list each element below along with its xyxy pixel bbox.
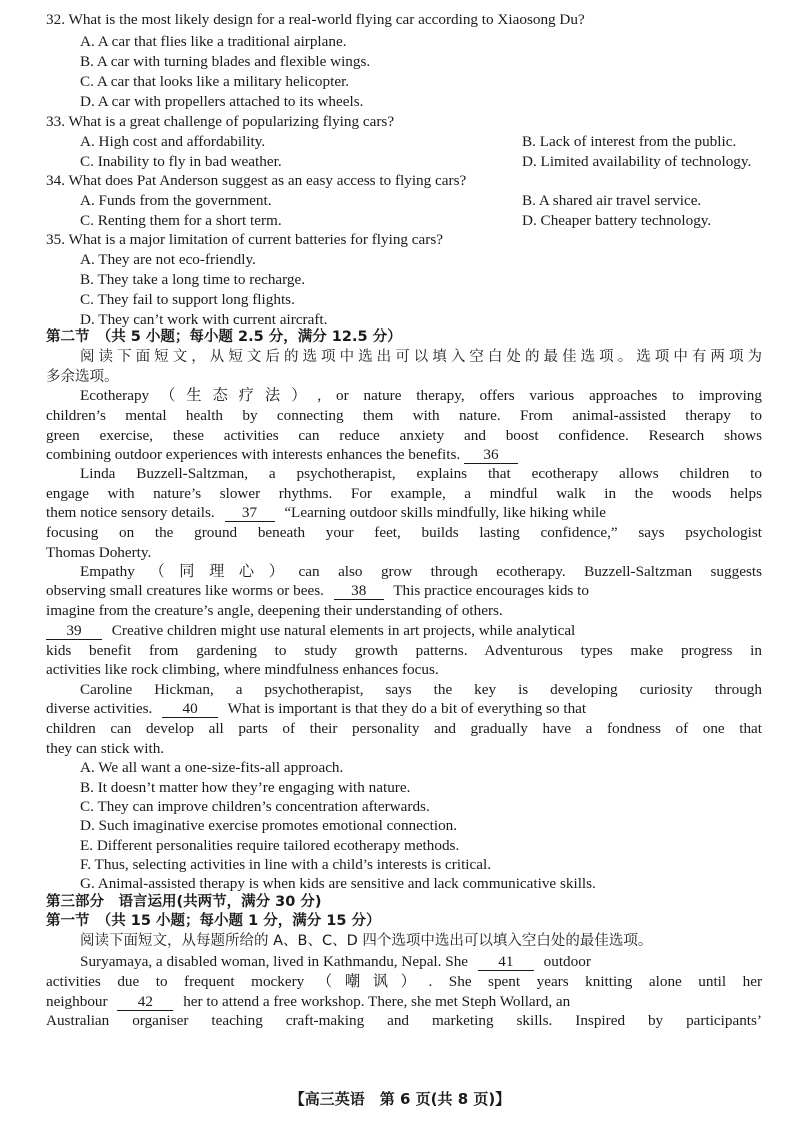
q34-option-a: A. Funds from the government. bbox=[80, 192, 272, 209]
q33-option-d: D. Limited availability of technology. bbox=[522, 153, 752, 170]
passage-text: her to attend a free workshop. There, she met Steph Wollard, an bbox=[183, 993, 571, 1010]
q33-option-c: C. Inability to fly in bad weather. bbox=[80, 153, 282, 170]
passage-line-1: Ecotherapy（生态疗法）, or nature therapy, offers various approaches to improving bbox=[80, 387, 762, 404]
passage-text: Creative children might use natural elements in art projects, while analytical bbox=[111, 622, 576, 639]
passage-text: observing small creatures like worms or bees. bbox=[46, 582, 324, 599]
blank-41: 41 bbox=[478, 954, 534, 971]
passage-text: This practice encourages kids to bbox=[393, 582, 589, 599]
passage-line-17 bbox=[46, 699, 762, 718]
blank-38: 38 bbox=[334, 583, 384, 600]
passage-text: combining outdoor experiences with interests enhances the benefits. bbox=[46, 446, 461, 463]
section2-heading: 第二节 （共 5 小题；每小题 2.5 分，满分 12.5 分） bbox=[46, 329, 402, 345]
option-e: E. Different personalities require tailored ecotherapy methods. bbox=[80, 837, 460, 854]
q35-stem: 35. What is a major limitation of current batteries for flying cars? bbox=[46, 231, 443, 248]
passage-line-14: kids benefit from gardening to study growth patterns. Adventurous types make progress in bbox=[46, 642, 762, 659]
passage-line-7 bbox=[46, 503, 762, 522]
q35-option-c: C. They fail to support long flights. bbox=[80, 291, 295, 308]
q32-option-a: A. A car that flies like a traditional airplane. bbox=[80, 33, 347, 50]
passage-line-10: Empathy（同理心）can also grow through ecotherapy. Buzzell-Saltzman suggests bbox=[80, 563, 762, 580]
q35-option-a: A. They are not eco-friendly. bbox=[80, 251, 256, 268]
q35-option-d: D. They can’t work with current aircraft. bbox=[80, 311, 328, 328]
passage-line-19: they can stick with. bbox=[46, 740, 165, 757]
option-a: A. We all want a one-size-fits-all approach. bbox=[80, 759, 344, 776]
passage-text: neighbour bbox=[46, 993, 108, 1010]
page-footer: 【高三英语 第 6 页(共 8 页)】 bbox=[289, 1090, 511, 1108]
q34-stem: 34. What does Pat Anderson suggest as an easy access to flying cars? bbox=[46, 172, 467, 189]
section2-instruction-2: 多余选项。 bbox=[46, 369, 119, 385]
passage-line-2: children’s mental health by connecting them with nature. From animal-assisted therapy to bbox=[46, 407, 762, 424]
passage-line-12: imagine from the creature’s angle, deepening their understanding of others. bbox=[46, 602, 503, 619]
passage-text: diverse activities. bbox=[46, 700, 153, 717]
passage-line-4 bbox=[46, 445, 762, 464]
passage-line-18: children can develop all parts of their personality and gradually have a fondness of one that bbox=[46, 720, 762, 737]
passage-text: Suryamaya, a disabled woman, lived in Kathmandu, Nepal. She bbox=[80, 953, 469, 970]
q34-option-c: C. Renting them for a short term. bbox=[80, 212, 282, 229]
passage-text: them notice sensory details. bbox=[46, 504, 215, 521]
part3-section1-heading: 第一节 （共 15 小题；每小题 1 分，满分 15 分） bbox=[46, 913, 381, 929]
passage2-line-2: activities due to frequent mockery（嘲讽）. She spent years knitting alone until her bbox=[46, 973, 762, 990]
option-d: D. Such imaginative exercise promotes emotional connection. bbox=[80, 817, 458, 834]
q32-option-d: D. A car with propellers attached to its wheels. bbox=[80, 93, 364, 110]
passage-line-9: Thomas Doherty. bbox=[46, 544, 152, 561]
blank-39: 39 bbox=[46, 623, 102, 640]
q33-row1 bbox=[80, 132, 760, 151]
blank-40: 40 bbox=[162, 701, 218, 718]
passage2-line-1 bbox=[80, 952, 762, 971]
section2-instruction-1: 阅读下面短文，从短文后的选项中选出可以填入空白处的最佳选项。选项中有两项为 bbox=[80, 349, 762, 365]
passage-line-13 bbox=[46, 621, 762, 640]
blank-42: 42 bbox=[117, 994, 173, 1011]
passage-text: “Learning outdoor skills mindfully, like hiking while bbox=[284, 504, 607, 521]
q35-option-b: B. They take a long time to recharge. bbox=[80, 271, 306, 288]
passage-text: What is important is that they do a bit of everything so that bbox=[227, 700, 587, 717]
passage-line-11 bbox=[46, 581, 762, 600]
blank-36: 36 bbox=[464, 447, 518, 464]
option-g: G. Animal-assisted therapy is when kids are sensitive and lack communicative skills. bbox=[80, 875, 596, 892]
passage2-line-4: Australian organiser teaching craft-making and marketing skills. Inspired by participants’ bbox=[46, 1012, 762, 1029]
part3-heading: 第三部分 语言运用(共两节，满分 30 分) bbox=[46, 894, 322, 910]
passage-line-15: activities like rock climbing, where mindfulness enhances focus. bbox=[46, 661, 439, 678]
passage-line-5: Linda Buzzell-Saltzman, a psychotherapist, explains that ecotherapy allows children to bbox=[80, 465, 762, 482]
q32-stem: 32. What is the most likely design for a real-world flying car according to Xiaosong Du? bbox=[46, 11, 585, 28]
q33-stem: 33. What is a great challenge of popularizing flying cars? bbox=[46, 113, 395, 130]
option-f: F. Thus, selecting activities in line with a child’s interests is critical. bbox=[80, 856, 492, 873]
part3-instruction: 阅读下面短文，从每题所给的 A、B、C、D 四个选项中选出可以填入空白处的最佳选项。 bbox=[80, 933, 653, 949]
passage2-line-3 bbox=[46, 992, 762, 1011]
option-b: B. It doesn’t matter how they’re engaging with nature. bbox=[80, 779, 411, 796]
q34-row2 bbox=[80, 211, 760, 230]
q34-option-b: B. A shared air travel service. bbox=[522, 192, 702, 209]
blank-37: 37 bbox=[225, 505, 275, 522]
passage-line-6: engage with nature’s slower rhythms. For example, a mindful walk in the woods helps bbox=[46, 485, 762, 502]
passage-line-3: green exercise, these activities can reduce anxiety and boost confidence. Research shows bbox=[46, 427, 762, 444]
q34-row1 bbox=[80, 191, 760, 210]
option-c: C. They can improve children’s concentration afterwards. bbox=[80, 798, 430, 815]
q32-option-c: C. A car that looks like a military helicopter. bbox=[80, 73, 350, 90]
q33-option-a: A. High cost and affordability. bbox=[80, 133, 266, 150]
q34-option-d: D. Cheaper battery technology. bbox=[522, 212, 712, 229]
passage-text: outdoor bbox=[543, 953, 591, 970]
q32-option-b: B. A car with turning blades and flexible wings. bbox=[80, 53, 371, 70]
passage-line-16: Caroline Hickman, a psychotherapist, says the key is developing curiosity through bbox=[80, 681, 762, 698]
q33-option-b: B. Lack of interest from the public. bbox=[522, 133, 737, 150]
q33-row2 bbox=[80, 152, 760, 171]
passage-line-8: focusing on the ground beneath your feet, builds lasting confidence,” says psychologist bbox=[46, 524, 762, 541]
